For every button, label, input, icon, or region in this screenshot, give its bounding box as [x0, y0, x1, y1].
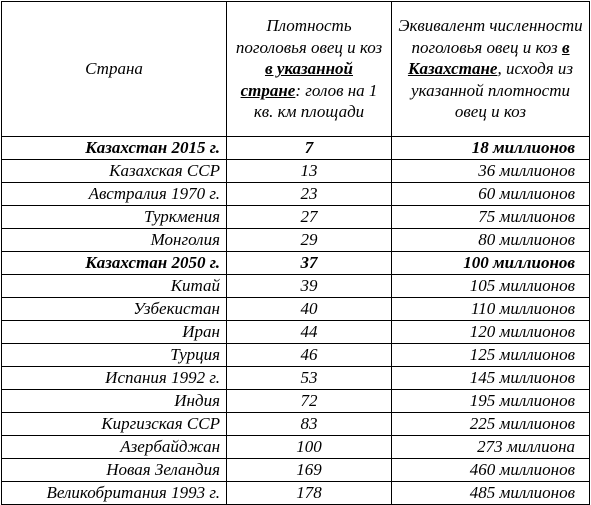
equiv-cell: 273 миллиона	[392, 436, 590, 459]
header-country: Страна	[2, 2, 227, 137]
equiv-cell: 60 миллионов	[392, 183, 590, 206]
country-cell: Казахстан 2050 г.	[2, 252, 227, 275]
equiv-cell: 145 миллионов	[392, 367, 590, 390]
density-cell: 23	[227, 183, 392, 206]
equiv-cell: 18 миллионов	[392, 137, 590, 160]
density-table	[1, 1, 590, 505]
table-row	[2, 206, 590, 229]
country-cell: Новая Зеландия	[2, 459, 227, 482]
header-density	[227, 2, 392, 137]
table-row	[2, 321, 590, 344]
header-equiv-emph: Казахстане	[407, 59, 498, 79]
header-row	[2, 2, 590, 137]
equiv-cell: 75 миллионов	[392, 206, 590, 229]
density-cell: 72	[227, 390, 392, 413]
table-row	[2, 390, 590, 413]
country-cell: Азербайджан	[2, 436, 227, 459]
density-cell: 13	[227, 160, 392, 183]
density-cell: 37	[227, 252, 392, 275]
density-cell: 83	[227, 413, 392, 436]
density-cell: 39	[227, 275, 392, 298]
table-row	[2, 183, 590, 206]
equiv-cell: 195 миллионов	[392, 390, 590, 413]
density-cell: 46	[227, 344, 392, 367]
table-row	[2, 459, 590, 482]
table-row	[2, 482, 590, 505]
table-row	[2, 137, 590, 160]
density-cell: 44	[227, 321, 392, 344]
country-cell: Туркмения	[2, 206, 227, 229]
density-cell: 27	[227, 206, 392, 229]
header-density-emph: в указанной стране	[240, 59, 354, 100]
country-cell: Великобритания 1993 г.	[2, 482, 227, 505]
table-row	[2, 229, 590, 252]
table-row	[2, 252, 590, 275]
header-equiv-emph-prefix: в	[561, 37, 570, 57]
equiv-cell: 120 миллионов	[392, 321, 590, 344]
country-cell: Иран	[2, 321, 227, 344]
table-row	[2, 367, 590, 390]
density-cell: 7	[227, 137, 392, 160]
density-cell: 100	[227, 436, 392, 459]
country-cell: Индия	[2, 390, 227, 413]
density-cell: 53	[227, 367, 392, 390]
country-cell: Киргизская ССР	[2, 413, 227, 436]
country-cell: Австралия 1970 г.	[2, 183, 227, 206]
header-equiv-part2: , исходя из указанной плотности овец и коз	[411, 59, 574, 122]
header-density-part1: Плотность поголовья овец и коз	[235, 16, 383, 57]
table-row	[2, 413, 590, 436]
country-cell: Узбекистан	[2, 298, 227, 321]
table-row	[2, 298, 590, 321]
density-cell: 29	[227, 229, 392, 252]
table-row	[2, 436, 590, 459]
equiv-cell: 125 миллионов	[392, 344, 590, 367]
table-row	[2, 275, 590, 298]
equiv-cell: 485 миллионов	[392, 482, 590, 505]
country-cell: Турция	[2, 344, 227, 367]
header-equiv	[392, 2, 590, 137]
density-cell: 178	[227, 482, 392, 505]
equiv-cell: 460 миллионов	[392, 459, 590, 482]
country-cell: Китай	[2, 275, 227, 298]
header-density-part2: : голов на 1 кв. км площади	[253, 80, 378, 122]
equiv-cell: 80 миллионов	[392, 229, 590, 252]
country-cell: Испания 1992 г.	[2, 367, 227, 390]
country-cell: Казахстан 2015 г.	[2, 137, 227, 160]
country-cell: Казахская ССР	[2, 160, 227, 183]
table-row	[2, 160, 590, 183]
equiv-cell: 105 миллионов	[392, 275, 590, 298]
table-row	[2, 344, 590, 367]
density-cell: 40	[227, 298, 392, 321]
equiv-cell: 36 миллионов	[392, 160, 590, 183]
country-cell: Монголия	[2, 229, 227, 252]
equiv-cell: 225 миллионов	[392, 413, 590, 436]
header-equiv-part1: Эквивалент численности поголовья овец и коз	[398, 16, 583, 57]
equiv-cell: 110 миллионов	[392, 298, 590, 321]
density-cell: 169	[227, 459, 392, 482]
equiv-cell: 100 миллионов	[392, 252, 590, 275]
